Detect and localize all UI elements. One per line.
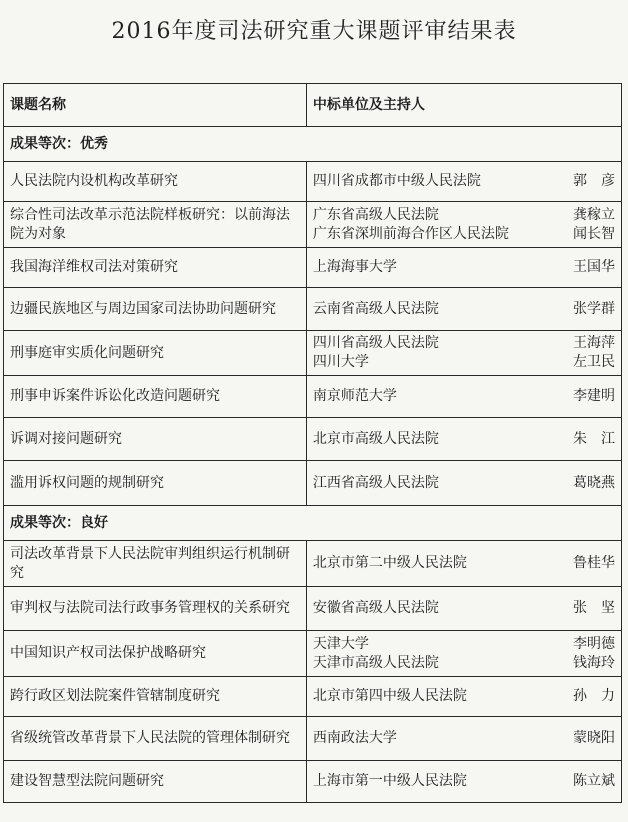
results-table bbox=[3, 83, 622, 803]
topic-cell: 跨行政区划法院案件管辖制度研究 bbox=[4, 677, 307, 717]
unit-host-cell bbox=[306, 761, 621, 803]
unit-name: 北京市高级人民法院 bbox=[312, 430, 439, 447]
topic-cell: 滥用诉权问题的规制研究 bbox=[4, 461, 307, 506]
unit-host-cell bbox=[306, 331, 621, 376]
host-name: 王国华 bbox=[573, 259, 615, 275]
table-row bbox=[4, 761, 622, 803]
table-row bbox=[4, 331, 622, 376]
winning-units bbox=[313, 772, 545, 791]
winning-units bbox=[313, 554, 545, 573]
table-row bbox=[4, 248, 622, 288]
unit-host-cell bbox=[306, 288, 621, 331]
topic-cell: 边疆民族地区与周边国家司法协助问题研究 bbox=[4, 288, 307, 331]
hosts bbox=[545, 554, 615, 573]
unit-name: 四川大学 bbox=[312, 354, 369, 370]
table-row bbox=[4, 631, 622, 677]
host-name: 蒙晓阳 bbox=[573, 730, 615, 746]
unit-host-cell bbox=[306, 541, 621, 587]
topic-cell: 诉调对接问题研究 bbox=[4, 418, 307, 461]
unit-name: 云南省高级人民法院 bbox=[312, 300, 439, 317]
unit-name: 北京市第四中级人民法院 bbox=[312, 688, 467, 704]
table-row bbox=[4, 461, 622, 506]
unit-host-cell bbox=[306, 162, 621, 202]
unit-name: 天津市高级人民法院 bbox=[312, 654, 439, 671]
unit-name: 北京市第二中级人民法院 bbox=[312, 555, 467, 571]
hosts bbox=[545, 300, 615, 319]
topic-cell: 中国知识产权司法保护战略研究 bbox=[4, 631, 307, 677]
winning-units bbox=[313, 172, 545, 191]
unit-host-cell bbox=[306, 376, 621, 418]
topic-cell: 刑事申诉案件诉讼化改造问题研究 bbox=[4, 376, 307, 418]
unit-name: 天津大学 bbox=[312, 635, 369, 652]
unit-name: 上海市第一中级人民法院 bbox=[312, 773, 467, 789]
unit-host-cell bbox=[306, 717, 621, 761]
hosts bbox=[545, 474, 615, 493]
host-name: 闻长智 bbox=[573, 225, 615, 242]
host-name: 左卫民 bbox=[573, 354, 615, 370]
section-label: 成果等次：良好 bbox=[4, 506, 622, 541]
table-row bbox=[4, 202, 622, 248]
host-name: 葛晓燕 bbox=[573, 474, 615, 491]
table-row bbox=[4, 376, 622, 418]
unit-name: 四川省高级人民法院 bbox=[312, 335, 439, 351]
host-name: 李建明 bbox=[573, 388, 615, 404]
document-title: 2016年度司法研究重大课题评审结果表 bbox=[111, 19, 517, 44]
hosts bbox=[545, 172, 615, 191]
unit-host-cell bbox=[306, 418, 621, 461]
host-name: 龚稼立 bbox=[573, 206, 615, 223]
section-row bbox=[4, 506, 622, 541]
unit-host-cell bbox=[306, 461, 621, 506]
host-name: 郭 彦 bbox=[573, 173, 615, 189]
winning-units bbox=[313, 474, 545, 493]
unit-host-cell bbox=[306, 677, 621, 717]
host-name: 朱 江 bbox=[573, 430, 615, 447]
table-row bbox=[4, 541, 622, 587]
winning-units bbox=[313, 430, 545, 449]
unit-name: 广东省高级人民法院 bbox=[312, 206, 439, 223]
host-name: 陈立斌 bbox=[573, 773, 615, 789]
hosts bbox=[545, 772, 615, 791]
hosts bbox=[545, 334, 615, 372]
table-header-row bbox=[4, 84, 622, 127]
topic-cell: 司法改革背景下人民法院审判组织运行机制研究 bbox=[4, 541, 307, 587]
host-name: 鲁桂华 bbox=[573, 555, 615, 571]
unit-name: 四川省成都市中级人民法院 bbox=[312, 173, 481, 189]
topic-cell: 省级统管改革背景下人民法院的管理体制研究 bbox=[4, 717, 307, 761]
unit-name: 上海海事大学 bbox=[312, 259, 397, 275]
results-table-body bbox=[4, 84, 622, 803]
winning-units bbox=[313, 635, 545, 673]
host-name: 孙 力 bbox=[573, 688, 615, 704]
hosts bbox=[545, 430, 615, 449]
unit-name: 广东省深圳前海合作区人民法院 bbox=[312, 225, 509, 242]
host-name: 张 坚 bbox=[573, 600, 615, 616]
winning-units bbox=[313, 599, 545, 618]
host-name: 王海萍 bbox=[573, 335, 615, 351]
unit-host-cell bbox=[306, 631, 621, 677]
winning-units bbox=[313, 258, 545, 277]
unit-name: 南京师范大学 bbox=[312, 388, 397, 404]
header-topic: 课题名称 bbox=[4, 84, 307, 127]
section-row bbox=[4, 127, 622, 162]
unit-host-cell bbox=[306, 202, 621, 248]
winning-units bbox=[313, 300, 545, 319]
header-unit-host: 中标单位及主持人 bbox=[306, 84, 621, 127]
section-label: 成果等次：优秀 bbox=[4, 127, 622, 162]
hosts bbox=[545, 206, 615, 244]
host-name: 张学群 bbox=[573, 300, 615, 317]
topic-cell: 刑事庭审实质化问题研究 bbox=[4, 331, 307, 376]
topic-cell: 建设智慧型法院问题研究 bbox=[4, 761, 307, 803]
hosts bbox=[545, 729, 615, 748]
table-row bbox=[4, 677, 622, 717]
winning-units bbox=[313, 206, 545, 244]
hosts bbox=[545, 258, 615, 277]
topic-cell: 综合性司法改革示范法院样板研究：以前海法院为对象 bbox=[4, 202, 307, 248]
host-name: 李明德 bbox=[573, 635, 615, 652]
winning-units bbox=[313, 687, 545, 706]
winning-units bbox=[313, 387, 545, 406]
winning-units bbox=[313, 334, 545, 372]
table-row bbox=[4, 418, 622, 461]
topic-cell: 审判权与法院司法行政事务管理权的关系研究 bbox=[4, 587, 307, 631]
unit-name: 安徽省高级人民法院 bbox=[312, 600, 439, 616]
hosts bbox=[545, 687, 615, 706]
topic-cell: 我国海洋维权司法对策研究 bbox=[4, 248, 307, 288]
table-row bbox=[4, 587, 622, 631]
hosts bbox=[545, 387, 615, 406]
hosts bbox=[545, 599, 615, 618]
host-name: 钱海玲 bbox=[573, 654, 615, 671]
table-row bbox=[4, 162, 622, 202]
unit-host-cell bbox=[306, 248, 621, 288]
hosts bbox=[545, 635, 615, 673]
topic-cell: 人民法院内设机构改革研究 bbox=[4, 162, 307, 202]
unit-name: 西南政法大学 bbox=[312, 730, 397, 746]
table-row bbox=[4, 288, 622, 331]
unit-host-cell bbox=[306, 587, 621, 631]
table-row bbox=[4, 717, 622, 761]
unit-name: 江西省高级人民法院 bbox=[312, 474, 439, 491]
winning-units bbox=[313, 729, 545, 748]
